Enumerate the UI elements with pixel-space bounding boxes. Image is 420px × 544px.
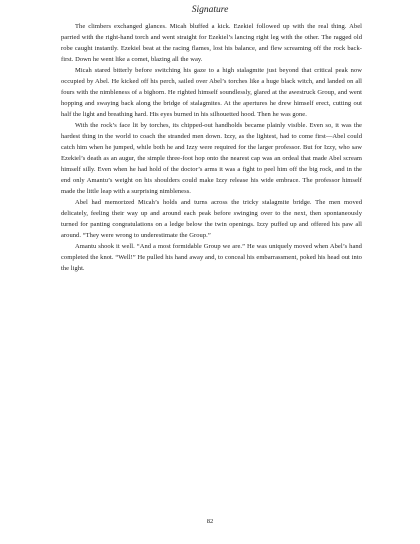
body-text [61,21,362,274]
running-head: Signature [191,5,229,15]
paragraph: With the rock’s face lit by torches, its chipped-out handholds became plainly visible. Even so, it was the hardest thing in the world to coach the stranded men down. Izzy, as the lightest, had to come first—Abel could catch him when he jumped, while both he and Izzy were required for the larger professor. But for Izzy, who saw Ezekiel’s death as an augur, the simple three-foot hop onto the nearest cap was an ordeal that made Abel scream himself silly. Even when he had hold of the doctor’s arms it was a fight to peel him off the big rock, and in the end only Amantu’s weight on his shoulders could make Izzy release his wide embrace. The professor himself made the little leap with a surprising nimbleness. [61,122,362,195]
paragraph: Amantu shook it well. “And a most formidable Group we are.” He was uniquely moved when Abel’s hand completed the knot. “Well!” He pulled his hand away and, to conceal his embarrassment, poked his head out into the light. [61,243,362,272]
page-number: 82 [206,518,214,525]
paragraph: The climbers exchanged glances. Micah bluffed a kick. Ezekiel followed up with the real thing. Abel parried with the right-hand torch and went straight for Ezekiel’s lancing right leg with the other. The ragged old robe caught instantly. Ezekiel beat at the racing flames, lost his balance, and flew screaming off the rock back-first. Down he went like a comet, blazing all the way. [61,23,362,63]
paragraph: Abel had memorized Micah’s holds and turns across the tricky stalagmite bridge. The men moved delicately, feeling their way up and around each peak before swinging over to the next, then spontaneously turned for panting congratulations on a ledge below the twin openings. Izzy puffed up and offered his paw all around. “They were wrong to underestimate the Group.” [61,199,362,239]
paragraph: Micah stared bitterly before switching his gaze to a high stalagmite just beyond that critical peak now occupied by Abel. He kicked off his perch, sailed over Abel’s torches like a huge black witch, and landed on all fours with the nimbleness of a bighorn. He righted himself soundlessly, glared at the awestruck Group, and went hopping and swaying back along the bridge of stalagmites. At the apertures he drew himself erect, cutting out half the light and breathing hard. His eyes burned in his silhouetted hood. Then he was gone. [61,67,362,118]
